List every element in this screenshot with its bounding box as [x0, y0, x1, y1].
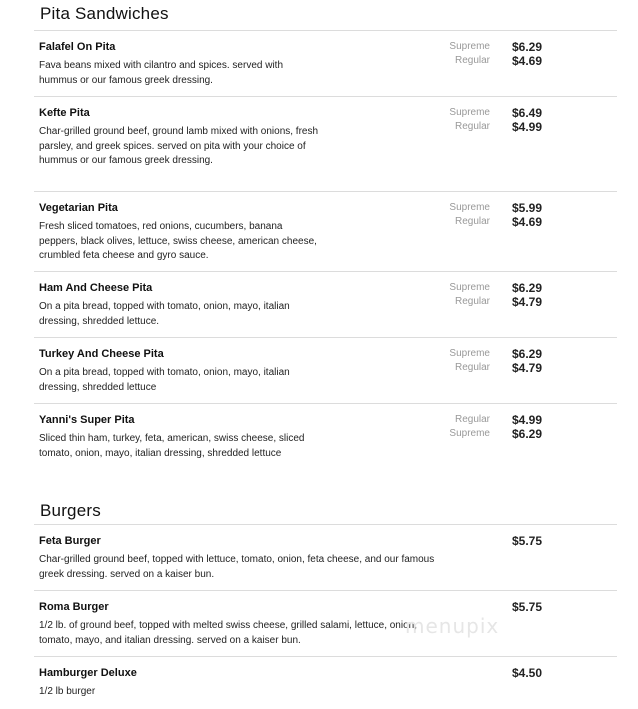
price: $4.50 [511, 666, 542, 680]
item-name: Turkey And Cheese Pita [39, 348, 164, 360]
price-row [412, 348, 542, 362]
menu-item[interactable] [34, 96, 617, 191]
price-row [412, 362, 542, 376]
price: $6.29 [511, 40, 542, 54]
item-description: 1/2 lb burger [39, 686, 96, 697]
item-name: Hamburger Deluxe [39, 667, 137, 679]
price: $6.29 [511, 427, 542, 441]
item-description: Sliced thin ham, turkey, feta, american, swiss cheese, sliced tomato, onion, mayo, italian dressing, shredded lettuce [39, 433, 305, 459]
menu-item[interactable] [34, 656, 617, 709]
item-name: Roma Burger [39, 601, 109, 613]
price-row [412, 667, 542, 681]
price: $4.99 [511, 413, 542, 427]
price: $4.69 [511, 215, 542, 229]
item-name: Falafel On Pita [39, 41, 116, 53]
item-description: On a pita bread, topped with tomato, onion, mayo, italian dressing, shredded lettuce. [39, 301, 290, 327]
item-description: On a pita bread, topped with tomato, onion, mayo, italian dressing, shredded lettuce [39, 367, 290, 393]
price-row [412, 282, 542, 296]
price: $4.79 [511, 295, 542, 309]
menu-item[interactable] [34, 524, 617, 590]
price-row [412, 601, 542, 615]
price: $5.75 [511, 600, 542, 614]
item-name: Feta Burger [39, 535, 101, 547]
menu-item[interactable] [34, 271, 617, 337]
size-label: Regular [454, 121, 490, 132]
size-label: Regular [454, 296, 490, 307]
price: $6.29 [511, 347, 542, 361]
menu-item[interactable] [34, 337, 617, 403]
price-row [412, 296, 542, 310]
price-row [412, 121, 542, 135]
price: $4.99 [511, 120, 542, 134]
section-title: Pita Sandwiches [40, 4, 169, 23]
item-name: Vegetarian Pita [39, 202, 118, 214]
item-description: 1/2 lb. of ground beef, topped with melted swiss cheese, grilled salami, lettuce, onion, tomato, mayo, and italian dressing. served on a kaiser bun. [39, 620, 417, 646]
size-label: Supreme [449, 202, 490, 213]
price: $4.69 [511, 54, 542, 68]
price: $6.49 [511, 106, 542, 120]
item-name: Ham And Cheese Pita [39, 282, 153, 294]
price-row [412, 428, 542, 442]
price-row [412, 55, 542, 69]
price: $5.75 [511, 534, 542, 548]
price: $4.79 [511, 361, 542, 375]
price: $5.99 [511, 201, 542, 215]
item-description: Fava beans mixed with cilantro and spices. served with hummus or our famous greek dressing. [39, 60, 284, 86]
section-burgers [0, 498, 638, 709]
size-label: Supreme [449, 107, 490, 118]
price: $6.29 [511, 281, 542, 295]
price-row [412, 41, 542, 55]
size-label: Supreme [449, 41, 490, 52]
item-description: Char-grilled ground beef, topped with lettuce, tomato, onion, feta cheese, and our famous greek dressing. served on a kaiser bun. [39, 554, 435, 580]
item-name: Kefte Pita [39, 107, 90, 119]
menu-item[interactable] [34, 30, 617, 96]
price-row [412, 202, 542, 216]
price-row [412, 107, 542, 121]
size-label: Regular [454, 55, 490, 66]
menu-item[interactable] [34, 403, 617, 498]
size-label: Supreme [449, 348, 490, 359]
size-label: Regular [454, 414, 490, 425]
watermark: menupix [405, 614, 500, 638]
item-description: Char-grilled ground beef, ground lamb mixed with onions, fresh parsley, and greek spices. served on pita with your choice of hummus or our famous greek dressing. [39, 126, 319, 166]
item-name: Yanni's Super Pita [39, 414, 135, 426]
price-row [412, 414, 542, 428]
size-label: Regular [454, 216, 490, 227]
item-description: Fresh sliced tomatoes, red onions, cucumbers, banana peppers, black olives, lettuce, swiss cheese, american cheese, crumbled feta cheese and gyro sauce. [39, 221, 317, 261]
price-row [412, 535, 542, 549]
section-title: Burgers [40, 501, 101, 520]
size-label: Supreme [449, 282, 490, 293]
menu-item[interactable] [34, 191, 617, 271]
size-label: Supreme [449, 428, 490, 439]
size-label: Regular [454, 362, 490, 373]
menu-item[interactable] [34, 590, 617, 656]
price-row [412, 216, 542, 230]
